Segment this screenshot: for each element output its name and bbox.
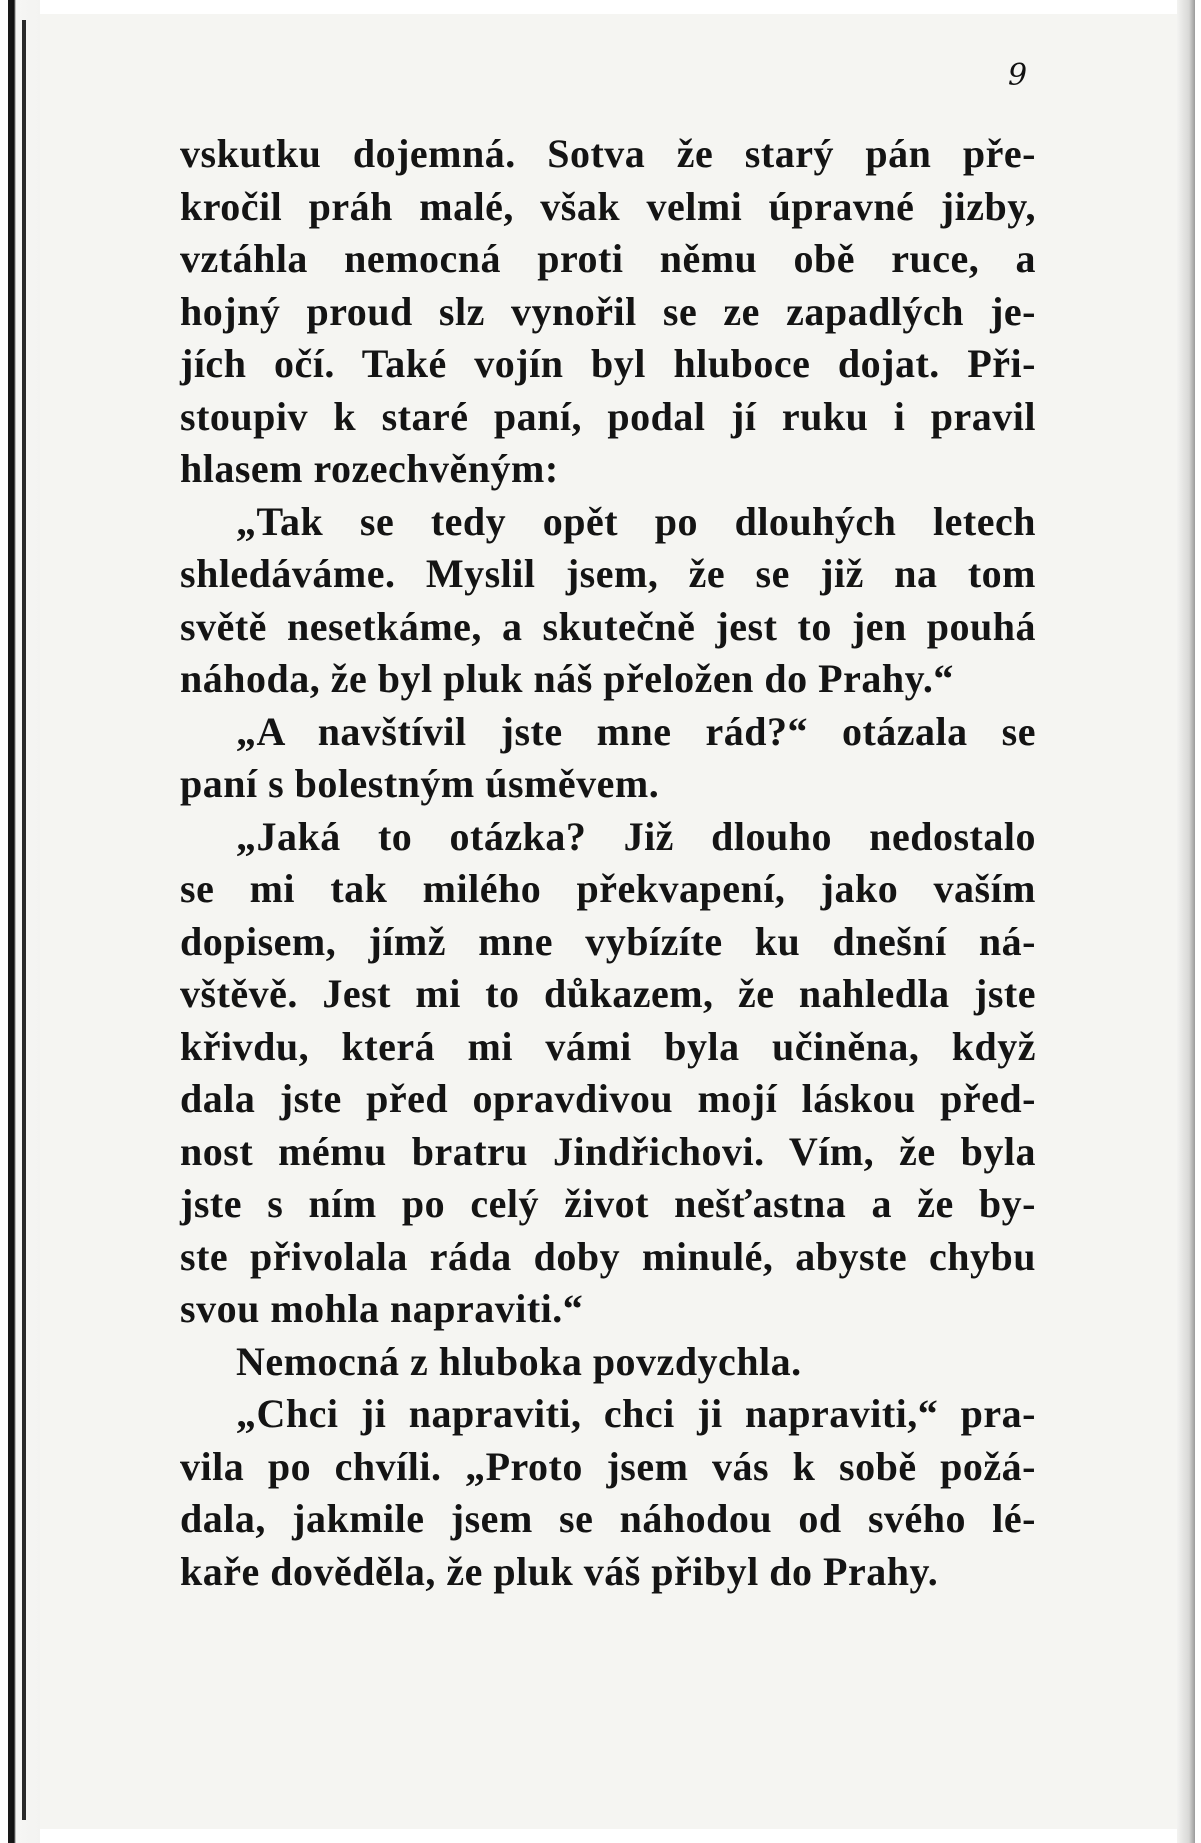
text-line: dala, jakmile jsem se náhodou od svého lé- [180,1496,1036,1541]
text-line: světě nesetkáme, a skutečně jest to jen pouhá [180,603,1036,649]
text-line: „A navštívil jste mne rád?“ otázala se [236,708,1036,754]
body-text [180,128,1036,1598]
text-line: kročil práh malé, však velmi úpravné jizby, [180,183,1036,229]
scan-binding-edge [0,0,40,1843]
text-line: „Chci ji napraviti, chci ji napraviti,“ pra- [236,1391,1036,1436]
text-line: svou mohla napraviti.“ [180,1286,584,1331]
page-number: 9 [1008,58,1028,93]
scan-page-edge [1177,0,1201,1843]
text-line: vskutku dojemná. Sotva že starý pán pře- [180,131,1036,176]
text-line: Nemocná z hluboka povzdychla. [236,1338,802,1384]
text-line: se mi tak milého překvapení, jako vaším [180,866,1036,911]
text-line: vštěvě. Jest mi to důkazem, že nahledla jste [180,971,1036,1016]
text-line: křivdu, která mi vámi byla učiněna, když [180,1023,1036,1069]
text-line: jích očí. Také vojín byl hluboce dojat. Při- [180,341,1036,386]
text-line: paní s bolestným úsměvem. [180,761,660,806]
text-line: hojný proud slz vynořil se ze zapadlých je- [180,288,1036,334]
text-line: náhoda, že byl pluk náš přeložen do Prahy.“ [180,656,954,701]
text-line: nost mému bratru Jindřichovi. Vím, že byla [180,1128,1036,1174]
text-line: dala jste před opravdivou mojí láskou před- [180,1076,1036,1121]
text-line: hlasem rozechvěným: [180,446,559,491]
text-line: „Jaká to otázka? Již dlouho nedostalo [236,813,1036,859]
text-line: shledáváme. Myslil jsem, že se již na tom [180,551,1036,596]
text-line: jste s ním po celý život nešťastna a že by- [180,1181,1036,1226]
text-line: dopisem, jímž mne vybízíte ku dnešní ná- [180,918,1036,964]
text-line: kaře dověděla, že pluk váš přibyl do Prahy. [180,1548,939,1594]
text-line: ste přivolala ráda doby minulé, abyste chybu [180,1233,1036,1279]
text-line: stoupiv k staré paní, podal jí ruku i pravil [180,393,1036,439]
text-line: „Tak se tedy opět po dlouhých letech [236,498,1036,544]
text-line: vztáhla nemocná proti němu obě ruce, a [180,236,1036,281]
text-line: vila po chvíli. „Proto jsem vás k sobě požá- [180,1443,1036,1489]
